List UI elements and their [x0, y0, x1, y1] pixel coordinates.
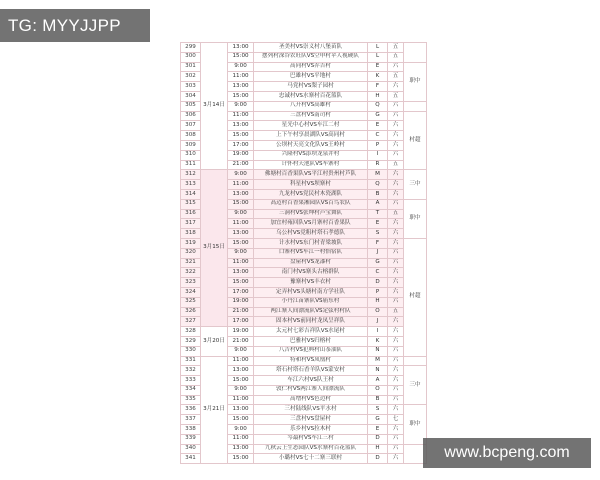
kickoff-time-cell: 15:00 — [228, 454, 254, 464]
group-cell: A — [368, 376, 388, 386]
weekday-cell: 六 — [388, 444, 404, 454]
kickoff-time-cell: 11:00 — [228, 219, 254, 229]
kickoff-time-cell: 21:00 — [228, 307, 254, 317]
match-teams-cell: 巴雄村VS平地村 — [254, 72, 368, 82]
match-teams-cell: 八吉村VS犯典村山茶油队 — [254, 346, 368, 356]
match-number-cell: 332 — [181, 366, 201, 376]
table-row — [181, 43, 427, 53]
group-cell: I — [368, 150, 388, 160]
weekday-cell: 六 — [388, 405, 404, 415]
weekday-cell: 六 — [388, 268, 404, 278]
weekday-cell: 六 — [388, 356, 404, 366]
match-teams-cell: 固本村VS前同村龙凤呈祥队 — [254, 317, 368, 327]
weekday-cell: 六 — [388, 434, 404, 444]
match-teams-cell: 高增村VS色边村 — [254, 395, 368, 405]
kickoff-time-cell: 15:00 — [228, 91, 254, 101]
match-teams-cell: 小璐村VS七十二寨三联村 — [254, 454, 368, 464]
venue-cell — [404, 43, 427, 63]
match-teams-cell: 忠诚村VS水寨村百花篮队 — [254, 91, 368, 101]
match-number-cell: 312 — [181, 170, 201, 180]
match-number-cell: 339 — [181, 434, 201, 444]
group-cell: J — [368, 317, 388, 327]
group-cell: P — [368, 140, 388, 150]
weekday-cell: 六 — [388, 121, 404, 131]
match-teams-cell: 车江六村VS队王村 — [254, 376, 368, 386]
table-row — [181, 327, 427, 337]
kickoff-time-cell: 11:00 — [228, 180, 254, 190]
match-number-cell: 319 — [181, 238, 201, 248]
weekday-cell: 六 — [388, 101, 404, 111]
match-number-cell: 333 — [181, 376, 201, 386]
weekday-cell: 六 — [388, 189, 404, 199]
weekday-cell: 六 — [388, 366, 404, 376]
match-teams-cell: 乐乡村VS拉木村 — [254, 425, 368, 435]
match-teams-cell: 三村陆线队VS平水村 — [254, 405, 368, 415]
match-number-cell: 331 — [181, 356, 201, 366]
kickoff-time-cell: 13:00 — [228, 43, 254, 53]
weekday-cell: 五 — [388, 72, 404, 82]
match-teams-cell: 特和村VS凤凰村 — [254, 356, 368, 366]
match-number-cell: 316 — [181, 209, 201, 219]
weekday-cell: 六 — [388, 140, 404, 150]
kickoff-time-cell: 9:00 — [228, 209, 254, 219]
match-number-cell: 300 — [181, 52, 201, 62]
match-number-cell: 341 — [181, 454, 201, 464]
match-teams-cell: 圣美村VS崇义村八堡苗队 — [254, 43, 368, 53]
kickoff-time-cell: 13:00 — [228, 268, 254, 278]
match-teams-cell: 八开村VS高雄村 — [254, 101, 368, 111]
kickoff-time-cell: 15:00 — [228, 131, 254, 141]
group-cell: E — [368, 219, 388, 229]
kickoff-time-cell: 15:00 — [228, 415, 254, 425]
kickoff-time-cell: 21:00 — [228, 336, 254, 346]
weekday-cell: 六 — [388, 425, 404, 435]
match-number-cell: 320 — [181, 248, 201, 258]
match-number-cell: 330 — [181, 346, 201, 356]
match-number-cell: 313 — [181, 180, 201, 190]
date-cell: 3月14日 — [201, 43, 228, 170]
match-number-cell: 315 — [181, 199, 201, 209]
match-teams-cell: 高迈村百香果湘园队VS百鸟农队 — [254, 199, 368, 209]
match-number-cell: 318 — [181, 229, 201, 239]
weekday-cell: 六 — [388, 346, 404, 356]
match-number-cell: 305 — [181, 101, 201, 111]
match-teams-cell: 定弄村VS头塘村南方学社队 — [254, 287, 368, 297]
weekday-cell: 六 — [388, 336, 404, 346]
weekday-cell: 六 — [388, 62, 404, 72]
group-cell: B — [368, 189, 388, 199]
group-cell: C — [368, 131, 388, 141]
kickoff-time-cell: 13:00 — [228, 444, 254, 454]
match-teams-cell: 三盘村VS南司村 — [254, 111, 368, 121]
match-teams-cell: 巴雅村VS归榕村 — [254, 336, 368, 346]
table-row — [181, 356, 427, 366]
group-cell: E — [368, 425, 388, 435]
group-cell: G — [368, 111, 388, 121]
match-number-cell: 306 — [181, 111, 201, 121]
schedule-sheet — [180, 42, 426, 462]
weekday-cell: 六 — [388, 385, 404, 395]
venue-cell: 职中 — [404, 62, 427, 101]
match-teams-cell: 兴隆村VS添坝龙泉井村 — [254, 150, 368, 160]
group-cell: D — [368, 454, 388, 464]
match-number-cell: 307 — [181, 121, 201, 131]
kickoff-time-cell: 11:00 — [228, 434, 254, 444]
weekday-cell: 七 — [388, 415, 404, 425]
group-cell: Q — [368, 180, 388, 190]
kickoff-time-cell: 17:00 — [228, 317, 254, 327]
match-teams-cell: 两江寨人间漂流队VS定弦村村队 — [254, 307, 368, 317]
venue-cell: 村超 — [404, 111, 427, 170]
kickoff-time-cell: 13:00 — [228, 121, 254, 131]
kickoff-time-cell: 15:00 — [228, 199, 254, 209]
match-teams-cell: 计水村VS东门村青梁坡队 — [254, 238, 368, 248]
kickoff-time-cell: 21:00 — [228, 160, 254, 170]
venue-cell: 职中 — [404, 199, 427, 238]
match-number-cell: 340 — [181, 444, 201, 454]
kickoff-time-cell: 13:00 — [228, 82, 254, 92]
group-cell: J — [368, 248, 388, 258]
venue-cell: 三中 — [404, 366, 427, 405]
weekday-cell: 五 — [388, 91, 404, 101]
weekday-cell: 六 — [388, 376, 404, 386]
group-cell: E — [368, 62, 388, 72]
match-teams-cell: 岑最村VS车江三村 — [254, 434, 368, 444]
group-cell: E — [368, 121, 388, 131]
kickoff-time-cell: 17:00 — [228, 287, 254, 297]
match-teams-cell: 计怀村天池队VS车寨村 — [254, 160, 368, 170]
weekday-cell: 六 — [388, 150, 404, 160]
match-number-cell: 336 — [181, 405, 201, 415]
kickoff-time-cell: 15:00 — [228, 376, 254, 386]
match-number-cell: 334 — [181, 385, 201, 395]
match-teams-cell: 星光中心村VS车江二村 — [254, 121, 368, 131]
group-cell: T — [368, 209, 388, 219]
kickoff-time-cell: 15:00 — [228, 238, 254, 248]
match-number-cell: 314 — [181, 189, 201, 199]
kickoff-time-cell: 9:00 — [228, 62, 254, 72]
watermark-top: TG: MYYJJPP — [0, 9, 150, 42]
kickoff-time-cell: 9:00 — [228, 170, 254, 180]
match-teams-cell: 加宜村雍回队VS月寨村百香果队 — [254, 219, 368, 229]
venue-cell: 职中 — [404, 405, 427, 444]
venue-cell: 三中 — [404, 170, 427, 199]
group-cell: P — [368, 287, 388, 297]
group-cell: D — [368, 278, 388, 288]
match-teams-cell: 口寨村VS车江一村怡宿队 — [254, 248, 368, 258]
kickoff-time-cell: 11:00 — [228, 72, 254, 82]
kickoff-time-cell: 19:00 — [228, 150, 254, 160]
weekday-cell: 五 — [388, 209, 404, 219]
weekday-cell: 六 — [388, 82, 404, 92]
match-number-cell: 323 — [181, 278, 201, 288]
match-number-cell: 329 — [181, 336, 201, 346]
weekday-cell: 六 — [388, 395, 404, 405]
match-teams-cell: 马党村VS梨子园村 — [254, 82, 368, 92]
match-teams-cell: 塔石村塔石香羊队VS蒙安村 — [254, 366, 368, 376]
kickoff-time-cell: 13:00 — [228, 405, 254, 415]
weekday-cell: 五 — [388, 160, 404, 170]
kickoff-time-cell: 9:00 — [228, 101, 254, 111]
weekday-cell: 六 — [388, 199, 404, 209]
group-cell: I — [368, 327, 388, 337]
match-number-cell: 326 — [181, 307, 201, 317]
kickoff-time-cell: 11:00 — [228, 111, 254, 121]
table-row — [181, 170, 427, 180]
venue-cell: 村超 — [404, 238, 427, 356]
match-teams-cell: 高同村VS乔吉村 — [254, 62, 368, 72]
weekday-cell: 六 — [388, 454, 404, 464]
kickoff-time-cell: 15:00 — [228, 52, 254, 62]
match-number-cell: 301 — [181, 62, 201, 72]
match-number-cell: 311 — [181, 160, 201, 170]
match-number-cell: 309 — [181, 140, 201, 150]
group-cell: H — [368, 444, 388, 454]
kickoff-time-cell: 9:00 — [228, 385, 254, 395]
match-number-cell: 303 — [181, 82, 201, 92]
weekday-cell: 五 — [388, 52, 404, 62]
match-number-cell: 317 — [181, 219, 201, 229]
match-schedule-table — [180, 42, 427, 464]
match-teams-cell: 佛塘村百香果队VS平江村贵州村芦队 — [254, 170, 368, 180]
group-cell: F — [368, 238, 388, 248]
match-teams-cell: 九秋云上生态园队VS水寨村百花篮队 — [254, 444, 368, 454]
group-cell: F — [368, 82, 388, 92]
group-cell: O — [368, 307, 388, 317]
match-number-cell: 308 — [181, 131, 201, 141]
group-cell: M — [368, 356, 388, 366]
match-number-cell: 324 — [181, 287, 201, 297]
kickoff-time-cell: 9:00 — [228, 248, 254, 258]
match-teams-cell: 盘屋村VS龙漆村 — [254, 258, 368, 268]
match-number-cell: 328 — [181, 327, 201, 337]
match-teams-cell: 乌公村VS党粗村塔石孝德队 — [254, 229, 368, 239]
group-cell: N — [368, 346, 388, 356]
weekday-cell: 六 — [388, 287, 404, 297]
group-cell: S — [368, 229, 388, 239]
match-teams-cell: 小丹江苗寨队VS庙东村 — [254, 297, 368, 307]
weekday-cell: 六 — [388, 229, 404, 239]
group-cell: H — [368, 297, 388, 307]
match-number-cell: 322 — [181, 268, 201, 278]
weekday-cell: 六 — [388, 327, 404, 337]
kickoff-time-cell: 17:00 — [228, 140, 254, 150]
weekday-cell: 六 — [388, 180, 404, 190]
match-number-cell: 310 — [181, 150, 201, 160]
match-number-cell: 325 — [181, 297, 201, 307]
venue-cell — [404, 101, 427, 111]
venue-cell — [404, 356, 427, 366]
kickoff-time-cell: 13:00 — [228, 366, 254, 376]
match-number-cell: 337 — [181, 415, 201, 425]
match-teams-cell: 南门村VS寨头古榕群队 — [254, 268, 368, 278]
weekday-cell: 六 — [388, 131, 404, 141]
weekday-cell: 六 — [388, 297, 404, 307]
group-cell: G — [368, 415, 388, 425]
kickoff-time-cell: 13:00 — [228, 229, 254, 239]
match-teams-cell: 豫寨村VS丰衣村 — [254, 278, 368, 288]
weekday-cell: 五 — [388, 43, 404, 53]
weekday-cell: 六 — [388, 170, 404, 180]
kickoff-time-cell: 11:00 — [228, 395, 254, 405]
group-cell: L — [368, 43, 388, 53]
group-cell: L — [368, 52, 388, 62]
match-number-cell: 299 — [181, 43, 201, 53]
match-number-cell: 321 — [181, 258, 201, 268]
schedule-body — [181, 43, 427, 464]
group-cell: O — [368, 385, 388, 395]
kickoff-time-cell: 13:00 — [228, 189, 254, 199]
match-number-cell: 302 — [181, 72, 201, 82]
group-cell: B — [368, 395, 388, 405]
group-cell: H — [368, 91, 388, 101]
group-cell: G — [368, 258, 388, 268]
match-teams-cell: 九龙村VS党民村木瓷湖队 — [254, 189, 368, 199]
group-cell: K — [368, 336, 388, 346]
date-cell: 3月20日 — [201, 327, 228, 356]
group-cell: N — [368, 366, 388, 376]
group-cell: Q — [368, 101, 388, 111]
match-teams-cell: 上下午村享晨湖队VS高同村 — [254, 131, 368, 141]
match-number-cell: 304 — [181, 91, 201, 101]
date-cell: 3月15日 — [201, 170, 228, 327]
weekday-cell: 六 — [388, 248, 404, 258]
group-cell: R — [368, 160, 388, 170]
match-teams-cell: 公坝村天亮文化队VS王岭村 — [254, 140, 368, 150]
kickoff-time-cell: 11:00 — [228, 258, 254, 268]
weekday-cell: 六 — [388, 111, 404, 121]
weekday-cell: 六 — [388, 317, 404, 327]
weekday-cell: 六 — [388, 258, 404, 268]
weekday-cell: 六 — [388, 238, 404, 248]
match-teams-cell: 三洞村VS张坤村芦宝舞队 — [254, 209, 368, 219]
match-teams-cell: 敦仁村VS两江寨人间漂流队 — [254, 385, 368, 395]
group-cell: D — [368, 434, 388, 444]
match-number-cell: 338 — [181, 425, 201, 435]
date-cell: 3月21日 — [201, 356, 228, 464]
kickoff-time-cell: 19:00 — [228, 297, 254, 307]
group-cell: C — [368, 268, 388, 278]
match-teams-cell: 科星村VS坝寨村 — [254, 180, 368, 190]
kickoff-time-cell: 9:00 — [228, 425, 254, 435]
watermark-bottom: www.bcpeng.com — [423, 438, 591, 468]
match-teams-cell: 太元村七彩吉祥队VS水尾村 — [254, 327, 368, 337]
match-number-cell: 335 — [181, 395, 201, 405]
match-number-cell: 327 — [181, 317, 201, 327]
kickoff-time-cell: 11:00 — [228, 356, 254, 366]
group-cell: A — [368, 199, 388, 209]
weekday-cell: 六 — [388, 219, 404, 229]
kickoff-time-cell: 15:00 — [228, 278, 254, 288]
weekday-cell: 六 — [388, 278, 404, 288]
group-cell: K — [368, 72, 388, 82]
kickoff-time-cell: 19:00 — [228, 327, 254, 337]
group-cell: S — [368, 405, 388, 415]
match-teams-cell: 摆列村深谷农旺队VS空申村苹人视硬队 — [254, 52, 368, 62]
match-teams-cell: 三盘村VS盘屋村 — [254, 415, 368, 425]
group-cell: M — [368, 170, 388, 180]
weekday-cell: 五 — [388, 307, 404, 317]
kickoff-time-cell: 9:00 — [228, 346, 254, 356]
